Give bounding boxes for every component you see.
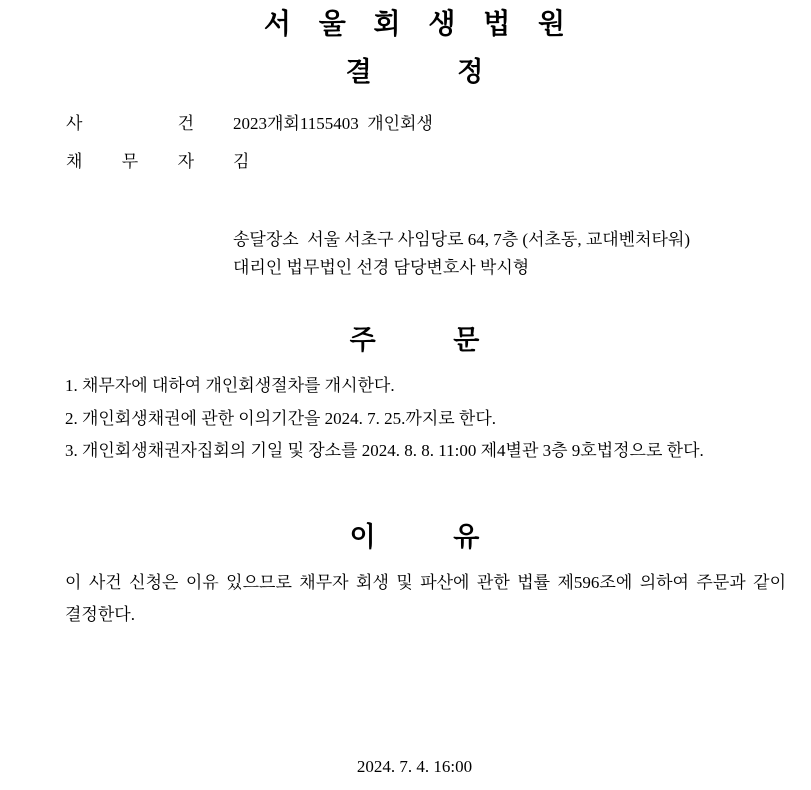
attorney-line: 대리인 법무법인 선경 담당변호사 박시형 (233, 257, 530, 277)
court-name-title: 서 울 회 생 법 원 (263, 8, 566, 39)
service-info-block (233, 226, 690, 281)
order-item: 1. 채무자에 대하여 개인회생절차를 개시한다. (65, 376, 395, 395)
decision-title: 결 정 (345, 57, 484, 87)
decision-datetime: 2024. 7. 4. 16:00 (356, 757, 473, 776)
order-item: 3. 개인회생채권자집회의 기일 및 장소를 2024. 8. 8. 11:00 제4별관 3층 9호법정으로 한다. (65, 441, 704, 460)
order-items-list (65, 370, 786, 468)
case-number-row (66, 112, 433, 136)
debtor-name-value: 김 (233, 152, 250, 171)
reason-section-heading: 이 유 (349, 522, 480, 552)
service-address-line: 송달장소 서울 서초구 사임당로 64, 7층 (서초동, 교대벤처타워) (233, 230, 691, 249)
case-number-value: 2023개회1155403 개인회생 (233, 114, 433, 133)
case-label: 사 건 (66, 114, 194, 133)
order-item: 2. 개인회생채권에 관한 이의기간을 2024. 7. 25.까지로 한다. (65, 408, 497, 428)
debtor-label: 채 무 자 (66, 152, 194, 171)
debtor-row (66, 150, 249, 174)
reason-paragraph: 이 사건 신청은 이유 있으므로 채무자 회생 및 파산에 관한 법률 제596조에 의하여 주문과 같이 결정한다. (65, 573, 786, 624)
order-section-heading: 주 문 (349, 325, 480, 355)
